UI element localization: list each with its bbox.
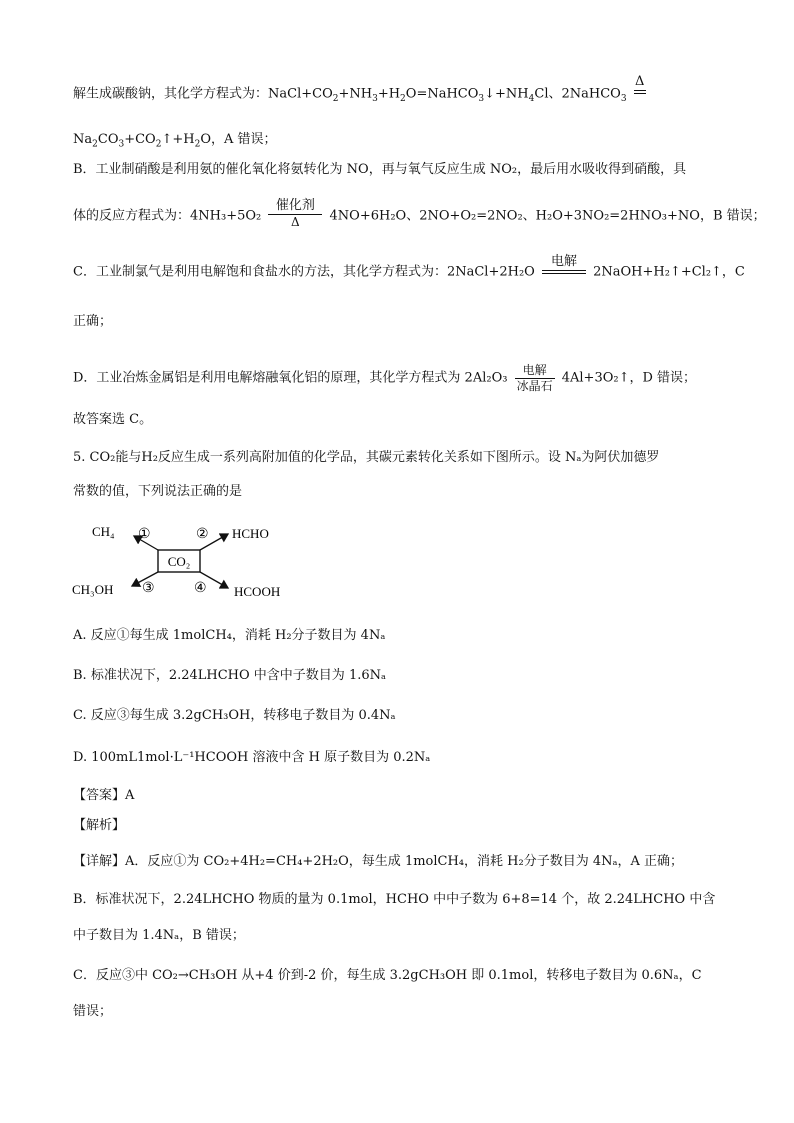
option-c: C. 反应③每生成 3.2gCH₃OH，转移电子数目为 0.4Nₐ [73, 708, 396, 723]
reaction-4-label: ④ [194, 581, 207, 596]
text-line-3: B．工业制硝酸是利用氨的催化氧化将氨转化为 NO，再与氧气反应生成 NO₂，最后用水吸收得到硝酸，具 [73, 162, 687, 177]
text-line-8: 故答案选 C。 [73, 412, 153, 427]
text-segment: +H [377, 86, 401, 102]
detail-line-5: 错误； [73, 1004, 113, 1019]
text-segment: O=NaHCO [405, 86, 479, 102]
text-line-6: 正确； [73, 314, 113, 329]
text-line-7: D．工业冶炼金属铝是利用电解熔融氧化铝的原理，其化学方程式为 2Al₂O₃ 电解 冰晶石 4Al+3O₂↑，D 错误； [73, 363, 697, 393]
ch4-label: CH₄ [92, 524, 115, 539]
text-segment: +NH [338, 86, 373, 102]
ch3oh-label: CH₃OH [72, 582, 114, 597]
reaction-1-label: ① [138, 527, 151, 542]
analysis-heading: 【解析】 [73, 818, 126, 833]
text-line-4: 体的反应方程式为：4NH₃+5O₂ 催化剂 Δ 4NO+6H₂O、2NO+O₂=2NO₂、H₂O+3NO₂=2HNO₃+NO，B 错误； [73, 198, 766, 229]
option-b: B. 标准状况下，2.24LHCHO 中含中子数目为 1.6Nₐ [73, 668, 387, 683]
question-5-line-2: 常数的值，下列说法正确的是 [73, 484, 243, 499]
detail-line-4: C．反应③中 CO₂→CH₃OH 从+4 价到-2 价，每生成 3.2gCH₃OH 即 0.1mol，转移电子数目为 0.6Nₐ，C [73, 968, 702, 983]
answer-line: 【答案】A [73, 788, 135, 803]
heating-condition: Δ [633, 74, 647, 94]
text-line-2: $Na_2CO_3+CO_2↑+H_2O$，A 错误； [73, 132, 277, 150]
detail-line-1: 【详解】A．反应①为 CO₂+4H₂=CH₄+2H₂O，每生成 1molCH₄，消耗 H₂分子数目为 4Nₐ，A 正确； [73, 854, 684, 869]
co2-label: CO₂ [167, 554, 191, 569]
text-segment: Cl、2NaHCO [534, 86, 621, 102]
question-5-line-1: 5. CO₂能与H₂反应生成一系列高附加值的化学品，其碳元素转化关系如下图所示。设 Nₐ为阿伏加德罗 [73, 450, 660, 465]
reaction-2-label: ② [196, 527, 209, 542]
text-line-1: 解生成碳酸钠，其化学方程式为：$NaCl+CO_2+NH_3+H_2O=NaHCO_3↓+NH_4Cl$、2NaHCO$_3$ Δ [73, 84, 649, 109]
option-a: A. 反应①每生成 1molCH₄，消耗 H₂分子数目为 4Nₐ [73, 628, 386, 643]
hcho-label: HCHO [232, 526, 269, 541]
carbon-conversion-diagram [70, 518, 330, 608]
text-line-5: C．工业制氯气是利用电解饱和食盐水的方法，其化学方程式为：2NaCl+2H₂O 电解 2NaOH+H₂↑+Cl₂↑，C [73, 254, 745, 280]
electrolysis-condition: 电解 [541, 254, 587, 274]
detail-line-3: 中子数目为 1.4Nₐ，B 错误； [73, 928, 245, 943]
option-d: D. 100mL1mol·L⁻¹HCOOH 溶液中含 H 原子数目为 0.2Nₐ [73, 750, 431, 765]
detail-line-2: B．标准状况下，2.24LHCHO 物质的量为 0.1mol，HCHO 中中子数为 6+8=14 个，故 2.24LHCHO 中含 [73, 892, 716, 907]
text-segment: ↓+NH [484, 86, 529, 102]
hcooh-label: HCOOH [234, 584, 281, 599]
reaction-3-label: ③ [142, 581, 155, 596]
text-segment: 解生成碳酸钠，其化学方程式为：NaCl+CO [73, 86, 333, 102]
electrolysis-cryolite-condition: 电解 冰晶石 [516, 363, 553, 393]
catalyst-condition: 催化剂 Δ [267, 198, 323, 230]
